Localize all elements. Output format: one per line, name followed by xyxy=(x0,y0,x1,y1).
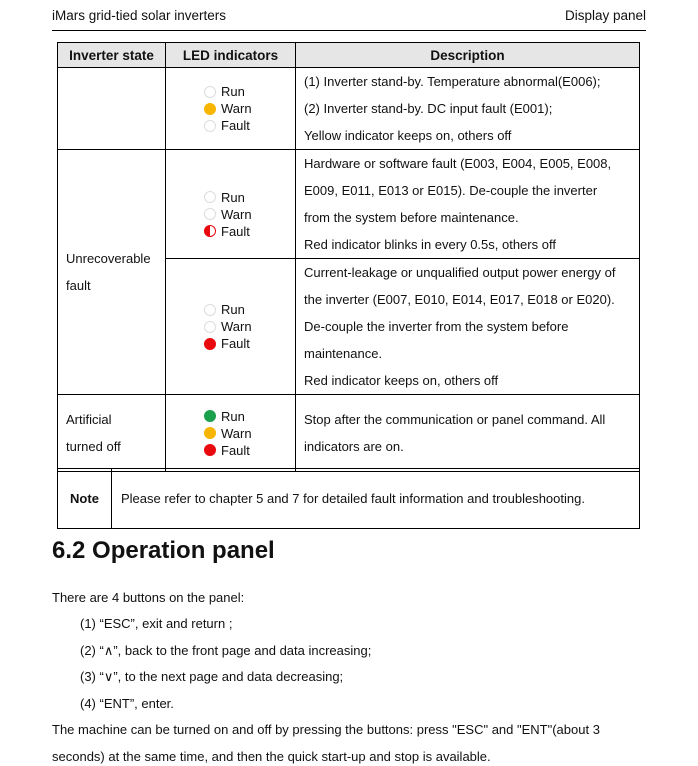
page-header xyxy=(52,8,646,31)
warn-led-icon xyxy=(204,427,216,439)
table-row xyxy=(58,395,640,472)
description xyxy=(296,395,640,472)
run-led-icon xyxy=(204,304,216,316)
desc-line: (2) Inverter stand-by. DC input fault (E001); xyxy=(304,101,553,116)
led-label: Run xyxy=(221,189,245,205)
paragraph-line: seconds) at the same time, and then the quick start-up and stop is available. xyxy=(52,749,491,764)
led-label: Fault xyxy=(221,442,250,458)
desc-line: E009, E011, E013 or E015). De-couple the inverter xyxy=(304,183,598,198)
header-title: iMars grid-tied solar inverters xyxy=(52,8,227,23)
warn-led-icon xyxy=(204,208,216,220)
desc-line: the inverter (E007, E010, E014, E017, E018 or E020). xyxy=(304,292,615,307)
state-line: Unrecoverable xyxy=(66,251,151,266)
state-cell xyxy=(58,395,166,472)
desc-line: Red indicator blinks in every 0.5s, others off xyxy=(304,237,556,252)
led-label: Run xyxy=(221,408,245,424)
table-row xyxy=(58,68,640,150)
desc-line: (1) Inverter stand-by. Temperature abnormal(E006); xyxy=(304,74,601,89)
header-section: Display panel xyxy=(564,8,646,23)
list-item: (4) “ENT”, enter. xyxy=(80,696,174,711)
description xyxy=(296,259,640,395)
list-item: (3) “∨”, to the next page and data decreasing; xyxy=(80,669,344,684)
desc-line: Hardware or software fault (E003, E004, E005, E008, xyxy=(304,156,612,171)
desc-line: Red indicator keeps on, others off xyxy=(304,373,499,388)
desc-line: Yellow indicator keeps on, others off xyxy=(304,128,512,143)
led-label: Warn xyxy=(221,101,252,116)
state-line: fault xyxy=(66,278,91,293)
led-label: Warn xyxy=(221,319,252,334)
desc-line: maintenance. xyxy=(304,346,383,361)
led-state-table xyxy=(57,42,640,472)
note-table xyxy=(57,468,640,529)
desc-line: Stop after the communication or panel command. All xyxy=(304,412,606,427)
run-led-icon xyxy=(204,191,216,203)
led-label: Warn xyxy=(221,425,252,441)
led-label: Run xyxy=(221,302,245,317)
list-item: (2) “∧”, back to the front page and data increasing; xyxy=(80,643,372,658)
fault-led-icon xyxy=(204,338,216,350)
warn-led-icon xyxy=(204,321,216,333)
led-indicators xyxy=(166,395,296,472)
fault-led-blinking-icon xyxy=(204,225,216,237)
fault-led-icon xyxy=(204,120,216,132)
state-line: turned off xyxy=(66,439,121,454)
fault-led-icon xyxy=(204,444,216,456)
run-led-icon xyxy=(204,410,216,422)
led-indicators xyxy=(166,68,296,150)
description xyxy=(296,150,640,259)
state-line: Artificial xyxy=(66,412,112,427)
note-text: Please refer to chapter 5 and 7 for detailed fault information and troubleshooting. xyxy=(112,469,640,529)
led-label: Run xyxy=(221,84,245,99)
paragraph-line: The machine can be turned on and off by pressing the buttons: press "ESC" and "ENT"(about 3 xyxy=(52,722,600,737)
table-row xyxy=(58,150,640,259)
note-label: Note xyxy=(58,469,112,529)
intro-text: There are 4 buttons on the panel: xyxy=(52,590,245,605)
desc-line: indicators are on. xyxy=(304,439,404,454)
warn-led-icon xyxy=(204,103,216,115)
description xyxy=(296,68,640,150)
section-title: 6.2 Operation panel xyxy=(52,537,275,564)
state-cell xyxy=(58,150,166,395)
desc-line: from the system before maintenance. xyxy=(304,210,519,225)
led-indicators xyxy=(166,150,296,259)
led-label: Fault xyxy=(221,223,250,239)
col-header: Inverter state xyxy=(58,43,166,68)
col-header: LED indicators xyxy=(166,43,296,68)
desc-line: Current-leakage or unqualified output power energy of xyxy=(304,265,616,280)
col-header: Description xyxy=(296,43,640,68)
desc-line: De-couple the inverter from the system before xyxy=(304,319,569,334)
led-label: Warn xyxy=(221,206,252,222)
led-indicators xyxy=(166,259,296,395)
led-label: Fault xyxy=(221,118,250,133)
led-label: Fault xyxy=(221,336,250,351)
run-led-icon xyxy=(204,86,216,98)
list-item: (1) “ESC”, exit and return ; xyxy=(80,616,233,631)
